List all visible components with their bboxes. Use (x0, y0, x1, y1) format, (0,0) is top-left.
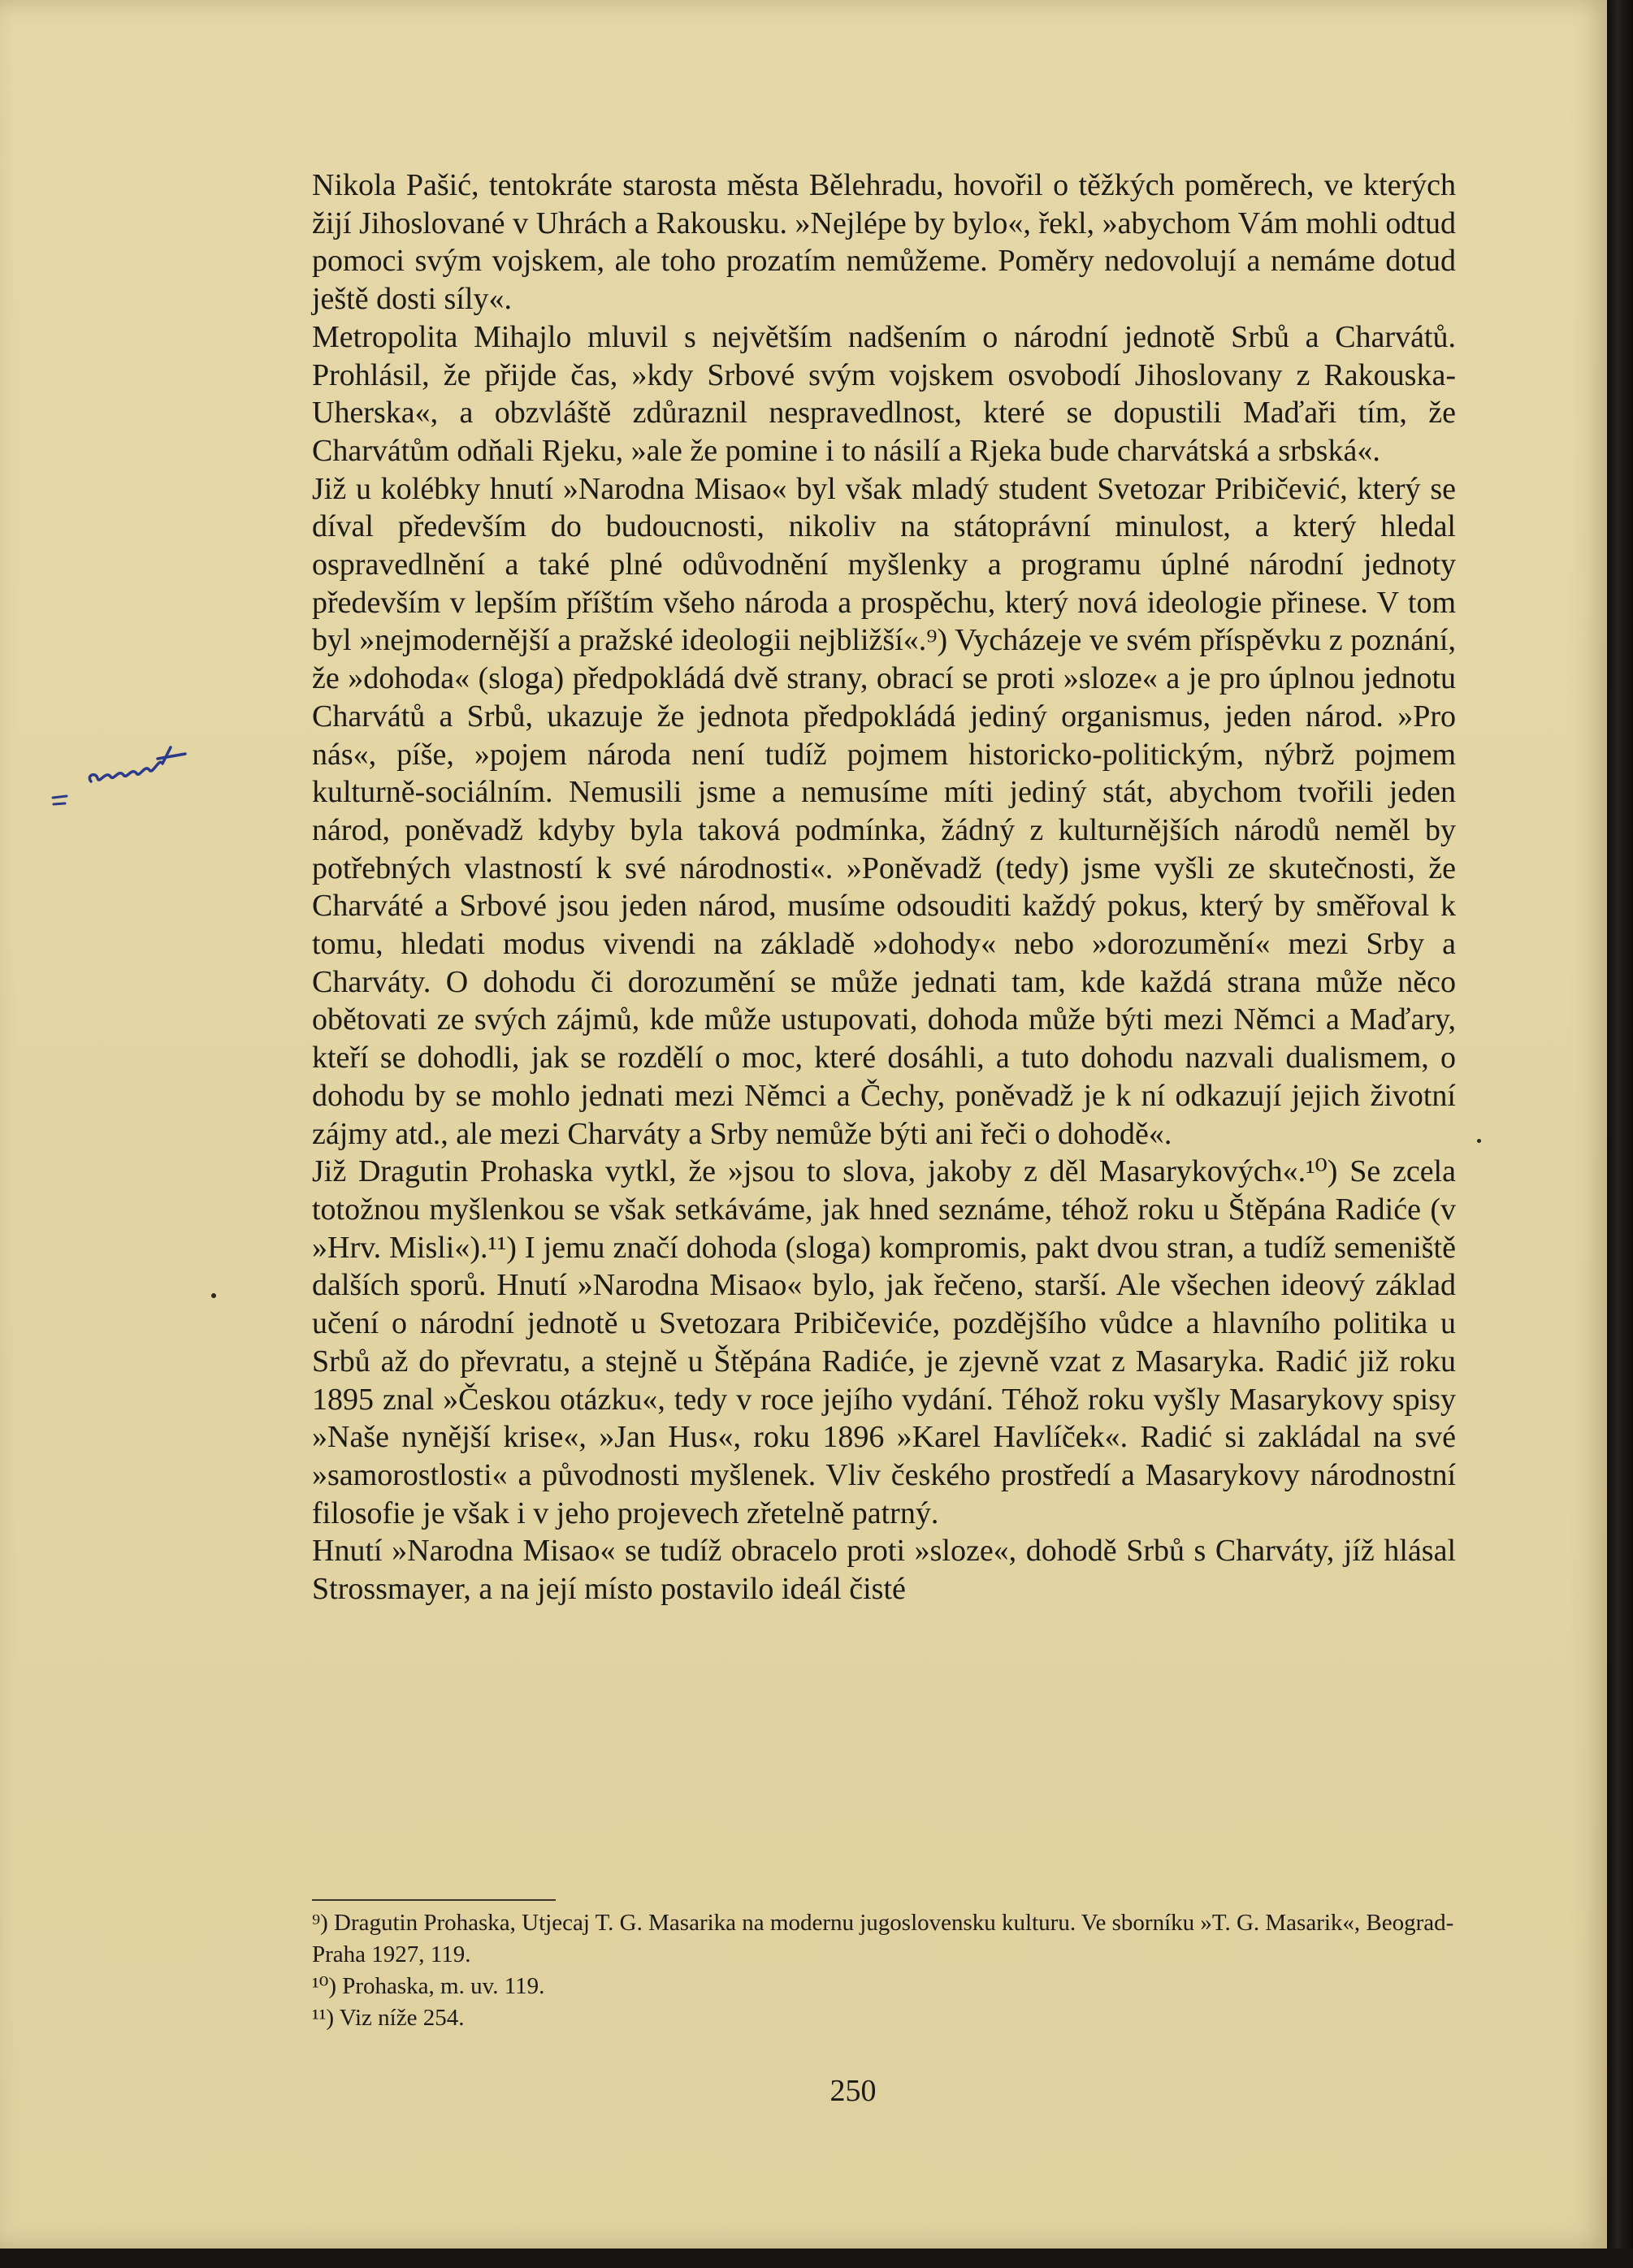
page-bottom-edge (0, 2249, 1633, 2268)
footnotes (312, 1907, 1456, 2034)
paragraph-3: Již u kolébky hnutí »Narodna Misao« byl však mladý student Svetozar Pribičević, který se díval především do budoucnosti, nikoliv na státoprávní minulost, a který hledal ospravedlnění a také plné odůvodnění myšlenky a programu úplné národní jednoty především v lepším příštím všeho národa a prospěchu, který nová ideologie přinese. V tom byl »nejmodernější a pražské ideologii nejbližší«.⁹) Vycházeje ve svém příspěvku z poznání, že »dohoda« (sloga) předpokládá dvě strany, obrací se proti »sloze« a je pro úplnou jednotu Charvátů a Srbů, ukazuje že jednota předpokládá jediný organismus, jeden národ. »Pro nás«, píše, »pojem národa není tudíž pojmem historicko-politickým, nýbrž pojmem kulturně-sociálním. Nemusili jsme a nemusíme míti jediný stát, abychom tvořili jeden národ, poněvadž kdyby byla taková podmínka, žádný z kulturnějších národů neměl by potřebných vlastností k své národnosti«. »Poněvadž (tedy) jsme vyšli ze skutečnosti, že Charváté a Srbové jsou jeden národ, musíme odsouditi každý pokus, který by směřoval k tomu, hledati modus vivendi na základě »dohody« nebo »dorozumění« mezi Srby a Charváty. O dohodu či dorozumění se může jednati tam, kde každá strana může něco obětovati ze svých zájmů, kde může ustupovati, dohoda může býti mezi Němci a Maďary, kteří se dohodli, jak se rozdělí o moc, které dosáhli, a tuto dohodu nazvali dualismem, o dohodu by se mohlo jednati mezi Němci a Čechy, poněvadž je k ní odkazují jejich životní zájmy atd., ale mezi Charváty a Srby nemůže býti ani řeči o dohodě«. (312, 471, 1456, 1151)
page-number: 250 (829, 2074, 877, 2108)
paragraph-4: Již Dragutin Prohaska vytkl, že »jsou to slova, jakoby z děl Masarykových«.¹⁰) Se zcela totožnou myšlenkou se však setkáváme, jak hned seznáme, téhož roku u Štěpána Radiće (v »Hrv. Misli«).¹¹) I jemu značí dohoda (sloga) kompromis, pakt dvou stran, a tudíž semeniště dalších sporů. Hnutí »Narodna Misao« bylo, jak řečeno, starší. Ale všechen ideový základ učení o národní jednotě u Svetozara Pribičeviće, pozdějšího vůdce a hlavního politika u Srbů až do převratu, a stejně u Štěpána Radiće, je zjevně vzat z Masaryka. Radić již roku 1895 znal »Českou otázku«, tedy v roce jejího vydání. Téhož roku vyšly Masarykovy spisy »Naše nynější krise«, »Jan Hus«, roku 1896 »Karel Havlíček«. Radić si zakládal na své »samorostlosti« a původnosti myšlenek. Vliv českého prostředí a Masarykovy národnostní filosofie je však i v jeho projevech zřetelně patrný. (312, 1154, 1456, 1530)
page-speck (1477, 1139, 1481, 1143)
paragraph-5: Hnutí »Narodna Misao« se tudíž obracelo proti »sloze«, dohodě Srbů s Charváty, jíž hlásal Strossmayer, a na její místo postavilo ideál čisté (312, 1534, 1456, 1607)
paragraph-1: Nikola Pašić, tentokráte starosta města Bělehradu, hovořil o těžkých poměrech, ve kterých žijí Jihoslované v Uhrách a Rakousku. »Nejlépe by bylo«, řekl, »abychom Vám mohli odtud pomoci svým vojskem, ale toho prozatím nemůžeme. Poměry nedovolují a nemáme dotud ještě dosti síly«. (312, 168, 1456, 317)
page-speck (211, 1293, 216, 1298)
handwritten-margin-mark (49, 723, 227, 812)
body-text (312, 167, 1456, 1608)
footnote-9: ⁹) Dragutin Prohaska, Utjecaj T. G. Masarika na modernu jugoslovensku kulturu. Ve sborníku »T. G. Masarik«, Beograd-Praha 1927, 119. (312, 1910, 1454, 1967)
footnote-10: ¹⁰) Prohaska, m. uv. 119. (312, 1973, 545, 1999)
page-right-edge (1607, 0, 1633, 2268)
paragraph-2: Metropolita Mihajlo mluvil s největším nadšením o národní jednotě Srbů a Charvátů. Prohlásil, že přijde čas, »kdy Srbové svým vojskem osvobodí Jihoslovany z Rakouska-Uherska«, a obzvláště zdůraznil nespravedlnost, které se dopustili Maďaři tím, že Charvátům odňali Rjeku, »ale že pomine i to násilí a Rjeka bude charvátská a srbská«. (312, 319, 1456, 468)
footnote-divider (312, 1899, 556, 1901)
footnote-11: ¹¹) Viz níže 254. (312, 2005, 465, 2031)
